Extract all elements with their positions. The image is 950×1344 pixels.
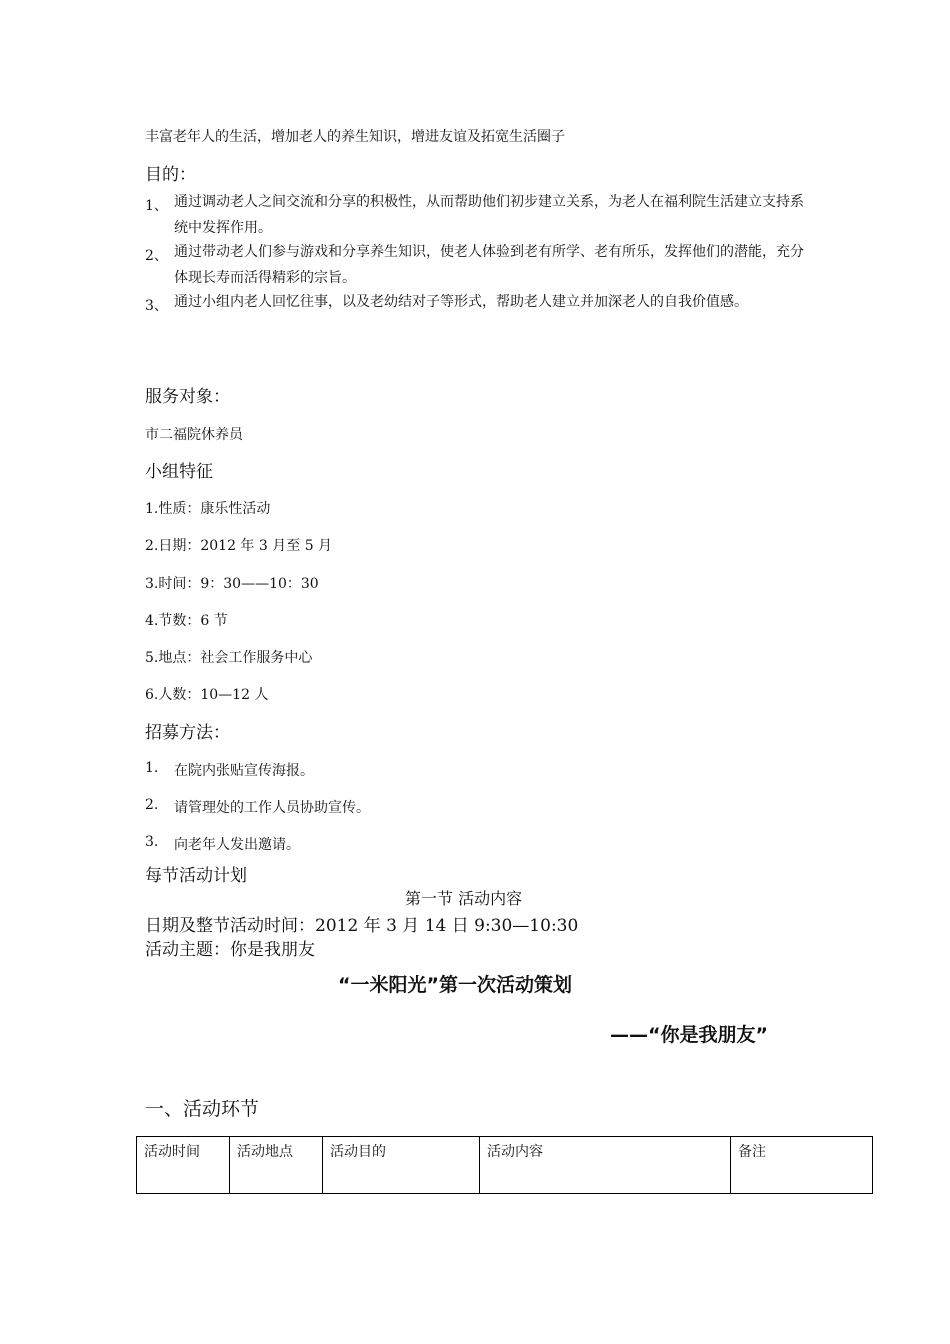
recruit-item-text: 请管理处的工作人员协助宣传。 — [174, 800, 370, 816]
purpose-item-text: 通过小组内老人回忆往事，以及老幼结对子等形式，帮助老人建立并加深老人的自我价值感。 — [174, 294, 748, 310]
section-one-heading: 一、活动环节 — [145, 1098, 260, 1120]
recruit-item-number: 1. — [145, 760, 159, 776]
feature-item: 6.人数：10—12 人 — [145, 687, 269, 703]
feature-item: 3.时间：9：30——10：30 — [145, 576, 319, 592]
feature-item: 5.地点：社会工作服务中心 — [145, 650, 313, 666]
service-heading: 服务对象： — [145, 387, 230, 407]
recruit-heading: 招募方法： — [145, 723, 230, 743]
recruit-item-number: 3. — [145, 834, 159, 850]
purpose-item-text: 通过调动老人之间交流和分享的积极性，从而帮助他们初步建立关系，为老人在福利院生活建立支持系统中发挥作用。 — [174, 194, 804, 236]
table-header-cell: 活动时间 — [137, 1137, 230, 1194]
recruit-item-number: 2. — [145, 797, 159, 813]
recruit-item-text: 向老年人发出邀请。 — [174, 837, 300, 853]
event-subtitle: ——“你是我朋友” — [610, 1024, 768, 1046]
table-header-row — [137, 1137, 873, 1194]
table-header-cell: 活动地点 — [230, 1137, 323, 1194]
features-heading: 小组特征 — [145, 462, 213, 482]
purpose-item-text: 通过带动老人们参与游戏和分享养生知识，使老人体验到老有所学、老有所乐，发挥他们的潜能，充分体现长寿而活得精彩的宗旨。 — [174, 244, 804, 286]
service-value: 市二福院休养员 — [145, 427, 243, 443]
plan-heading: 每节活动计划 — [145, 866, 247, 886]
event-title: “一米阳光”第一次活动策划 — [338, 974, 572, 996]
purpose-item-number: 1、 — [145, 198, 168, 214]
feature-item: 4.节数：6 节 — [145, 613, 228, 629]
purpose-item-number: 3、 — [145, 298, 168, 314]
feature-item: 2.日期：2012 年 3 月至 5 月 — [145, 538, 333, 554]
feature-item: 1.性质：康乐性活动 — [145, 501, 271, 517]
date-line: 日期及整节活动时间：2012 年 3 月 14 日 9:30—10:30 — [145, 916, 579, 936]
theme-line: 活动主题：你是我朋友 — [145, 940, 315, 960]
table-header-cell: 活动内容 — [480, 1137, 731, 1194]
table-header-cell: 备注 — [731, 1137, 873, 1194]
purpose-heading: 目的： — [145, 165, 196, 185]
purpose-item-number: 2、 — [145, 248, 168, 264]
intro-text: 丰富老年人的生活，增加老人的养生知识，增进友谊及拓宽生活圈子 — [145, 129, 565, 145]
table-header-cell: 活动目的 — [323, 1137, 480, 1194]
section-title: 第一节 活动内容 — [405, 889, 523, 908]
recruit-item-text: 在院内张贴宣传海报。 — [174, 763, 314, 779]
activity-table — [136, 1136, 873, 1194]
